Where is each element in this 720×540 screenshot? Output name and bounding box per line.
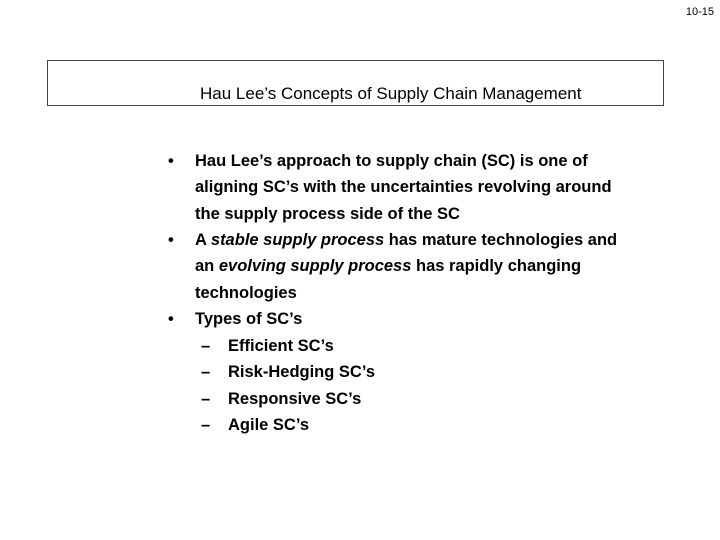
bullet-1-line-3: the supply process side of the SC bbox=[195, 204, 460, 223]
sub-item-risk-hedging: Risk-Hedging SC’s bbox=[228, 363, 375, 381]
dash-marker: – bbox=[201, 337, 211, 355]
bullet-text-1 bbox=[195, 148, 655, 227]
emphasis-stable: stable supply process bbox=[210, 231, 385, 249]
dash-marker: – bbox=[201, 390, 211, 408]
bullet-2-line-1: A stable supply process has mature technologies and bbox=[195, 231, 618, 249]
bullet-text-2 bbox=[195, 227, 655, 306]
page-number: 10-15 bbox=[685, 6, 714, 18]
bullet-1-line-2: aligning SC’s with the uncertainties revolving around bbox=[195, 178, 612, 197]
bullet-2-line-3: technologies bbox=[195, 283, 297, 302]
emphasis-evolving: evolving supply process bbox=[218, 257, 412, 276]
bullet-marker: • bbox=[168, 152, 174, 170]
dash-marker: – bbox=[201, 416, 211, 434]
bullet-marker: • bbox=[168, 231, 174, 249]
bullet-marker: • bbox=[168, 310, 174, 328]
slide-title: Hau Lee’s Concepts of Supply Chain Management bbox=[200, 84, 582, 103]
bullet-2-line-2: an evolving supply process has rapidly changing bbox=[195, 257, 582, 276]
sub-item-responsive: Responsive SC’s bbox=[228, 390, 362, 408]
sub-item-efficient: Efficient SC’s bbox=[228, 337, 334, 355]
dash-marker: – bbox=[201, 363, 211, 381]
bullet-text-3: Types of SC’s bbox=[195, 310, 303, 328]
sub-item-agile: Agile SC’s bbox=[228, 416, 309, 434]
bullet-1-line-1: Hau Lee’s approach to supply chain (SC) is one of bbox=[195, 152, 588, 170]
